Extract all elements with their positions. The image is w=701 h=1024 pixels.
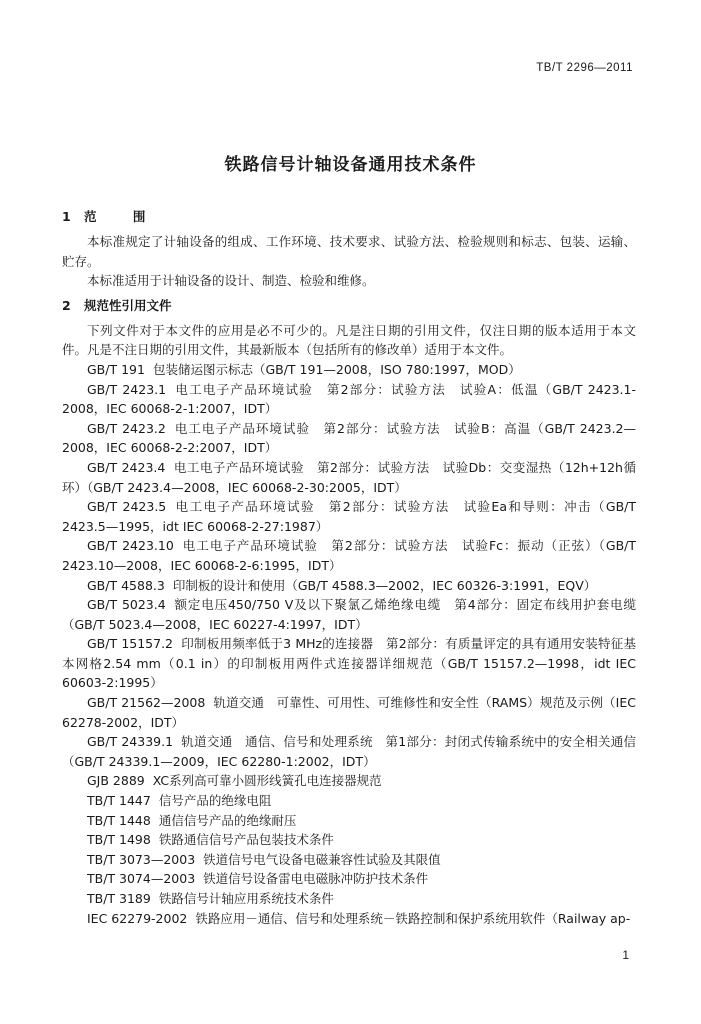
reference-code: TB/T 1448 — [87, 812, 151, 828]
reference-title: 铁道信号设备雷电电磁脉冲防护技术条件 — [203, 871, 429, 887]
reference-code: TB/T 3189 — [87, 891, 151, 906]
reference-title: 包装储运图示标志（GB/T 191—2008，ISO 780:1997，MOD） — [152, 361, 521, 377]
reference-title: 电工电子产品环境试验 第2部分：试验方法 试验Db：交变湿热（12h+12h循环）（GB/T 2423.4—2008，IEC 60068-2-30:2005，IDT） — [62, 459, 636, 495]
reference-item — [62, 909, 636, 929]
reference-title: 印制板用频率低于3 MHz的连接器 第2部分：有质量评定的具有通用安装特征基本网格2.54 mm（0.1 in）的印制板用两件式连接器详细规范（GB/T 15157.2—1998，idt IEC 60603-2:1995） — [62, 636, 636, 691]
section-1-number: 1 — [62, 209, 71, 224]
reference-title: XC系列高可靠小圆形线簧孔电连接器规范 — [152, 773, 382, 789]
reference-code: IEC 62279-2002 — [87, 910, 188, 926]
section-1-paragraph-1: 本标准规定了计轴设备的组成、工作环境、技术要求、试验方法、检验规则和标志、包装、运输、贮存。 — [62, 234, 636, 269]
reference-code: GB/T 21562—2008 — [87, 695, 206, 711]
document-title: 铁路信号计轴设备通用技术条件 — [224, 155, 477, 175]
section-2-intro: 下列文件对于本文件的应用是必不可少的。凡是注日期的引用文件，仅注日期的版本适用于本文件。凡是不注日期的引用文件，其最新版本（包括所有的修改单）适用于本文件。 — [62, 322, 636, 358]
reference-item — [62, 595, 636, 634]
reference-code: GJB 2889 — [87, 773, 145, 789]
reference-code: GB/T 2423.1 — [87, 381, 167, 397]
document-body — [62, 206, 636, 928]
reference-code: TB/T 1498 — [87, 832, 151, 848]
reference-item — [62, 791, 636, 811]
reference-title: 额定电压450/750 V及以下聚氯乙烯绝缘电缆 第4部分：固定布线用护套电缆（GB/T 5023.4—2008，IEC 60227-4:1997，IDT） — [62, 597, 636, 632]
reference-item — [62, 771, 636, 791]
reference-title: 铁道信号电气设备电磁兼容性试验及其限值 — [203, 851, 441, 867]
reference-title: 电工电子产品环境试验 第2部分：试验方法 试验B：高温（GB/T 2423.2—2008，IEC 60068-2-2:2007，IDT） — [62, 420, 636, 456]
reference-code: GB/T 2423.2 — [87, 420, 166, 436]
reference-item — [62, 634, 636, 693]
reference-title: 铁路应用－通信、信号和处理系统－铁路控制和保护系统用软件（Railway ap- — [195, 910, 631, 926]
reference-item — [62, 360, 636, 380]
reference-item — [62, 576, 636, 596]
reference-item — [62, 830, 636, 850]
reference-code: GB/T 4588.3 — [87, 577, 165, 593]
reference-title: 电工电子产品环境试验 第2部分：试验方法 试验Ea和导则：冲击（GB/T 2423.5—1995，idt IEC 60068-2-27:1987） — [62, 499, 636, 534]
reference-item — [62, 811, 636, 831]
reference-title: 轨道交通 可靠性、可用性、可维修性和安全性（RAMS）规范及示例（IEC 62278-2002，IDT） — [62, 695, 636, 730]
reference-item — [62, 458, 636, 497]
reference-title: 信号产品的绝缘电阻 — [158, 793, 272, 809]
reference-code: TB/T 3074—2003 — [87, 871, 196, 887]
reference-code: GB/T 2423.5 — [87, 499, 167, 515]
reference-title: 电工电子产品环境试验 第2部分：试验方法 试验A：低温（GB/T 2423.1-2008，IEC 60068-2-1:2007，IDT） — [62, 381, 636, 417]
section-2-heading — [62, 295, 636, 317]
reference-item — [62, 869, 636, 889]
reference-item — [62, 497, 636, 536]
standard-code-header: TB/T 2296—2011 — [536, 62, 633, 74]
section-1-paragraph-2: 本标准适用于计轴设备的设计、制造、检验和维修。 — [87, 273, 375, 289]
reference-title: 铁路通信信号产品包装技术条件 — [158, 832, 334, 848]
reference-code: GB/T 15157.2 — [87, 636, 174, 652]
page-number: 1 — [622, 948, 629, 962]
reference-item — [62, 419, 636, 458]
section-2-number: 2 — [62, 297, 71, 313]
reference-item — [62, 732, 636, 771]
section-2-title: 规范性引用文件 — [84, 297, 172, 313]
reference-item — [62, 536, 636, 575]
reference-item — [62, 850, 636, 870]
reference-title: 通信信号产品的绝缘耐压 — [158, 812, 297, 828]
reference-item — [62, 889, 636, 909]
reference-code: GB/T 24339.1 — [87, 734, 174, 750]
reference-code: GB/T 5023.4 — [87, 597, 166, 613]
reference-item — [62, 380, 636, 419]
reference-title: 电工电子产品环境试验 第2部分：试验方法 试验Fc：振动（正弦）（GB/T 2423.10—2008，IEC 60068-2-6:1995，IDT） — [62, 538, 636, 573]
reference-title: 印制板的设计和使用（GB/T 4588.3—2002，IEC 60326-3:1991，EQV） — [172, 577, 597, 593]
reference-code: TB/T 3073—2003 — [87, 851, 196, 867]
section-1-title: 范 围 — [84, 209, 162, 224]
section-1-heading — [62, 206, 636, 228]
reference-code: GB/T 2423.4 — [87, 459, 166, 475]
reference-code: GB/T 191 — [87, 361, 145, 377]
reference-item — [62, 693, 636, 732]
reference-title: 铁路信号计轴应用系统技术条件 — [158, 891, 334, 906]
reference-code: GB/T 2423.10 — [87, 538, 174, 554]
normative-references-list — [62, 360, 636, 928]
reference-title: 轨道交通 通信、信号和处理系统 第1部分：封闭式传输系统中的安全相关通信（GB/T 24339.1—2009，IEC 62280-1:2002，IDT） — [62, 734, 636, 769]
reference-code: TB/T 1447 — [87, 793, 151, 809]
